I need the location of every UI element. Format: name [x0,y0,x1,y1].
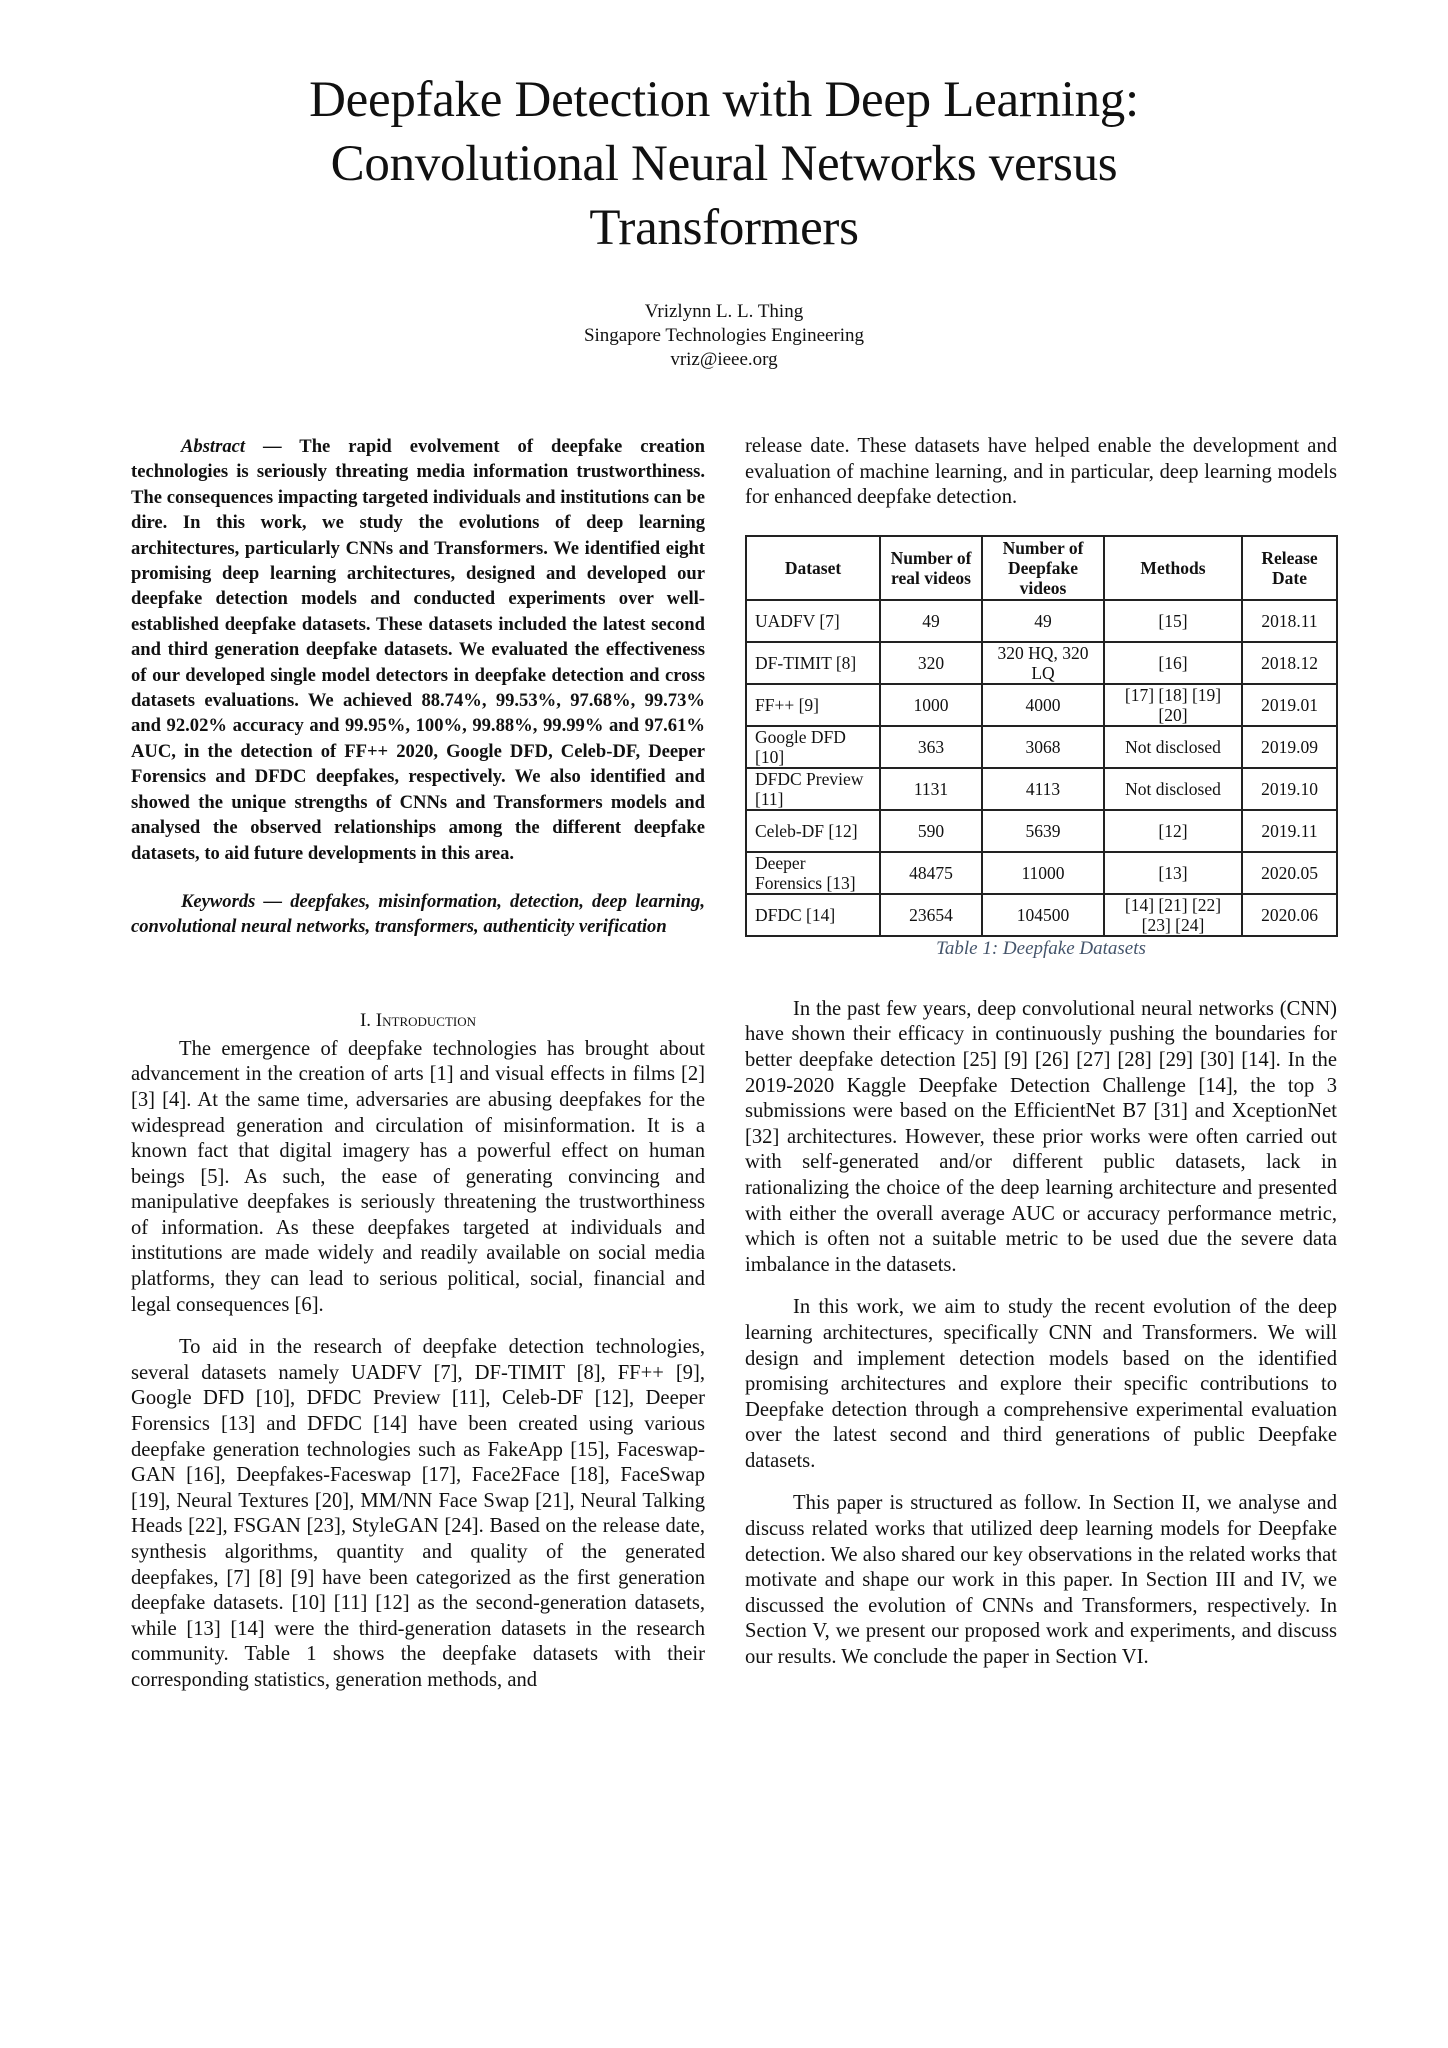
table-cell: 320 [880,642,982,684]
table-row [746,768,1337,810]
table-cell: Not disclosed [1104,768,1242,810]
section-heading-introduction: I. Introduction [359,1009,477,1031]
intro-paragraph-3: In the past few years, deep convolutional neural networks (CNN) have shown their efficacy in continuously pushing the boundaries for better deepfake detection [25] [9] [26] [27] [28] [29] [30] [14]. In the 2019-2020 Kaggle Deepfake Detection Challenge [14], the top 3 submissions were based on the EfficientNet B7 [31] and XceptionNet [32] architectures. However, these prior works were often carried out with self-generated and/or different public datasets, lack in rationalizing the choice of the deep learning architecture and presented with either the overall average AUC or accuracy performance metric, which is often not a suitable metric to be used due the severe data imbalance in the datasets. [745,997,1337,1276]
table-cell: DF-TIMIT [8] [746,642,880,684]
table-cell: 2020.05 [1242,852,1337,894]
table-cell: 5639 [982,810,1104,852]
table-cell: [14] [21] [22] [23] [24] [1104,894,1242,936]
author-name: Vrizlynn L. L. Thing [644,301,804,322]
table-cell: [17] [18] [19] [20] [1104,684,1242,726]
table-cell: Not disclosed [1104,726,1242,768]
table-row [746,600,1337,642]
title-line-1: Deepfake Detection with Deep Learning: [309,72,1139,128]
table-cell: 3068 [982,726,1104,768]
left-column [131,434,705,1694]
table-cell: 320 HQ, 320 LQ [982,642,1104,684]
table-header-cell: Number of Deepfake videos [982,536,1104,600]
table-cell: 48475 [880,852,982,894]
abstract-label: Abstract [181,436,246,457]
table-cell: [12] [1104,810,1242,852]
table-row [746,684,1337,726]
intro-paragraph-4: In this work, we aim to study the recent evolution of the deep learning architectures, specifically CNN and Transformers. We will design and implement detection models based on the identified promising architectures and explore their specific contributions to Deepfake detection through a comprehensive experimental evaluation over the latest second and third generations of public Deepfake datasets. [745,1296,1337,1472]
table-cell: 1000 [880,684,982,726]
datasets-table [745,535,1338,937]
table-cell: 11000 [982,852,1104,894]
table-cell: Deeper Forensics [13] [746,852,880,894]
right-column [745,434,1337,1671]
table-cell: [16] [1104,642,1242,684]
abstract-text: — The rapid evolvement of deepfake creation technologies is seriously threating media information trustworthiness. The consequences impacting targeted individuals and institutions can be dire. In this work, we study the evolutions of deep learning architectures, particularly CNNs and Transformers. We identified eight promising deep learning architectures, designed and developed our deepfake detection models and conducted experiments over well-established deepfake datasets. These datasets included the latest second and third generation deepfake datasets. We evaluated the effectiveness of our developed single model detectors in deepfake detection and cross datasets evaluations. We achieved 88.74%, 99.53%, 97.68%, 99.73% and 92.02% accuracy and 99.95%, 100%, 99.88%, 99.99% and 97.61% AUC, in the detection of FF++ 2020, Google DFD, Celeb-DF, Deeper Forensics and DFDC deepfakes, respectively. We also identified and showed the unique strengths of CNNs and Transformers models and analysed the observed relationships among the different deepfake datasets, to aid future developments in this area. [131,436,705,864]
table-cell: FF++ [9] [746,684,880,726]
table-cell: 2019.09 [1242,726,1337,768]
table-cell: 2018.11 [1242,600,1337,642]
author-block [0,300,1448,372]
table-row [746,810,1337,852]
intro-paragraph-5: This paper is structured as follow. In Section II, we analyse and discuss related works that utilized deep learning models for Deepfake detection. We also shared our key observations in the related works that motivate and shape our work in this paper. In Section III and IV, we discussed the evolution of CNNs and Transformers, respectively. In Section V, we present our proposed work and experiments, and discuss our results. We conclude the paper in Section VI. [745,1492,1337,1669]
table-cell: 23654 [880,894,982,936]
table-caption: Table 1: Deepfake Datasets [936,937,1146,959]
table-cell: 590 [880,810,982,852]
title-line-2: Convolutional Neural Networks versus [330,136,1118,192]
table-cell: 2018.12 [1242,642,1337,684]
author-affiliation: Singapore Technologies Engineering [583,325,865,346]
intro-paragraph-2-cont: release date. These datasets have helped enable the development and evaluation of machine learning, and in particular, deep learning models for enhanced deepfake detection. [745,435,1337,509]
table-cell: 2019.10 [1242,768,1337,810]
table-cell: 2019.01 [1242,684,1337,726]
title-line-3: Transformers [589,200,859,256]
intro-paragraph-2: To aid in the research of deepfake detection technologies, several datasets namely UADFV [7], DF-TIMIT [8], FF++ [9], Google DFD [10], DFDC Preview [11], Celeb-DF [12], Deeper Forensics [13] and DFDC [14] have been created using various deepfake generation technologies such as FakeApp [15], Faceswap-GAN [16], Deepfakes-Faceswap [17], Face2Face [18], FaceSwap [19], Neural Textures [20], MM/NN Face Swap [21], Neural Talking Heads [22], FSGAN [23], StyleGAN [24]. Based on the release date, synthesis algorithms, quantity and quality of the generated deepfakes, [7] [8] [9] have been categorized as the first generation deepfake datasets. [10] [11] [12] as the second-generation datasets, while [13] [14] were the third-generation datasets in the research community. Table 1 shows the deepfake datasets with their corresponding statistics, generation methods, and [131,1336,705,1691]
table-row [746,726,1337,768]
table-cell: 104500 [982,894,1104,936]
table-cell: 4113 [982,768,1104,810]
table-cell: Google DFD [10] [746,726,880,768]
table-cell: 49 [880,600,982,642]
table-cell: DFDC [14] [746,894,880,936]
table-cell: [13] [1104,852,1242,894]
table-cell: 49 [982,600,1104,642]
table-cell: 363 [880,726,982,768]
intro-paragraph-1: The emergence of deepfake technologies has brought about advancement in the creation of arts [1] and visual effects in films [2] [3] [4]. At the same time, adversaries are abusing deepfakes for the widespread generation and circulation of misinformation. It is a known fact that digital imagery has a powerful effect on human beings [5]. As such, the ease of generating convincing and manipulative deepfakes is seriously threatening the trustworthiness of information. As these deepfakes targeted at individuals and institutions are made widely and readily available on social media platforms, they can lead to serious political, social, financial and legal consequences [6]. [131,1037,705,1316]
table-cell: [15] [1104,600,1242,642]
table-header-cell: Release Date [1242,536,1337,600]
table-cell: 1131 [880,768,982,810]
abstract [131,434,705,866]
paper-title [0,68,1448,260]
table-header-cell: Dataset [746,536,880,600]
table-header-cell: Methods [1104,536,1242,600]
table-cell: UADFV [7] [746,600,880,642]
table-cell: Celeb-DF [12] [746,810,880,852]
table-cell: DFDC Preview [11] [746,768,880,810]
table-cell: 2019.11 [1242,810,1337,852]
table-cell: 4000 [982,684,1104,726]
keywords: Keywords — deepfakes, misinformation, detection, deep learning, convolutional neural networks, transformers, authenticity verification [131,890,705,938]
table-cell: 2020.06 [1242,894,1337,936]
table-header-cell: Number of real videos [880,536,982,600]
table-row [746,852,1337,894]
table-row [746,642,1337,684]
table-row [746,894,1337,936]
table-header-row [746,536,1337,600]
author-email: vriz@ieee.org [670,349,778,370]
